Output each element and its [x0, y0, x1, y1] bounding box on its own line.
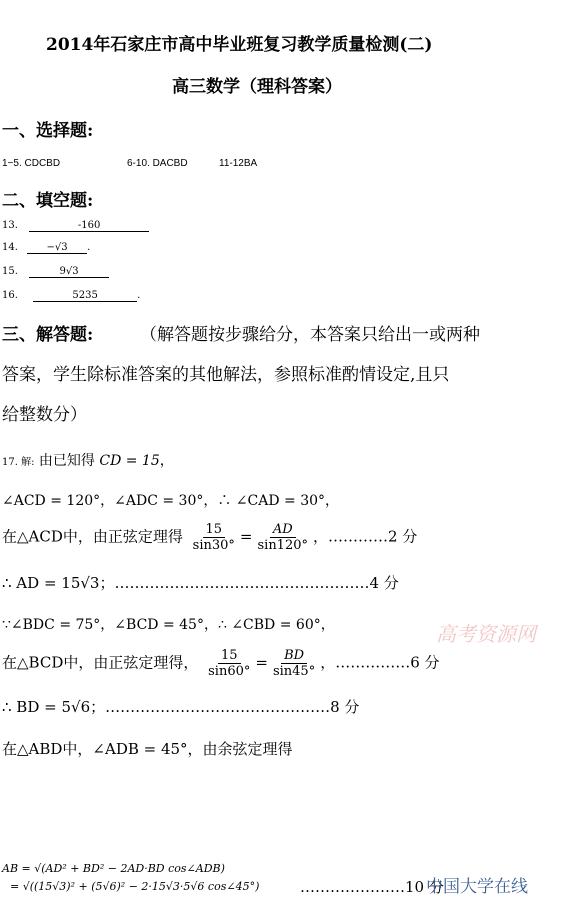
fill-answer: −√3: [27, 242, 87, 254]
fraction-denominator: sin45°: [272, 664, 316, 679]
fill-item-13: [2, 220, 149, 232]
fraction-numerator: 15: [218, 648, 241, 664]
fill-answer: -160: [29, 220, 149, 232]
solution-line-1: [2, 450, 174, 470]
fraction-numerator: 15: [203, 522, 226, 538]
section-heading-solutions: 三、解答题:: [2, 325, 94, 345]
watermark-china-university-online: 中国大学在线: [426, 877, 528, 897]
score-marker-10: …………………10 分: [300, 878, 444, 896]
solution-line-5: ∵∠BDC = 75°，∠BCD = 45°，∴ ∠CBD = 60°，: [2, 617, 335, 633]
solution-line-2: ∠ACD = 120°，∠ADC = 30°，∴ ∠CAD = 30°，: [2, 493, 340, 509]
fill-item-15: [2, 266, 109, 278]
fraction-denominator: sin120°: [257, 538, 308, 553]
solution-line-6: 在△BCD中，由正弦定理得， $\frac{15}{\sin 60^\circ}$ = $\frac{BD}{\sin 45^\circ}$ ，……………6 分: [2, 648, 440, 679]
grading-note-line1: （解答题按步骤给分，本答案只给出一或两种: [140, 325, 480, 345]
solution-text: 在△ACD中，由正弦定理得: [2, 527, 183, 546]
fill-item-16: [2, 290, 140, 302]
solution-text: 在△BCD中，由正弦定理得，: [2, 653, 199, 672]
fraction: [190, 522, 238, 553]
fill-item-number: 14.: [2, 242, 18, 253]
solution-text: 由已知得: [38, 453, 95, 469]
fraction-numerator: BD: [281, 648, 307, 664]
fraction-numerator: AD: [270, 522, 296, 538]
fill-item-number: 16.: [2, 290, 18, 301]
cosine-law-formula-2: = √((15√3)² + (5√6)² − 2·15√3·5√6 cos∠45°): [10, 880, 260, 893]
cosine-law-formula-1: AB = √(AD² + BD² − 2AD·BD cos∠ADB): [2, 862, 225, 875]
document-subtitle: 高三数学（理科答案）: [172, 77, 342, 97]
document-title: 2014年石家庄市高中毕业班复习教学质量检测(二): [46, 35, 433, 55]
fraction: [205, 648, 253, 679]
solution-line-8: 在△ABD中，∠ADB = 45°，由余弦定理得: [2, 740, 293, 758]
fill-item-tail: .: [87, 242, 91, 253]
score-marker: ，…………2 分: [313, 527, 418, 546]
solution-punct: ，: [159, 453, 174, 469]
solution-line-7: ∴ BD = 5√6；………………………………………8 分: [2, 698, 360, 716]
grading-note-line3: 给整数分）: [2, 405, 87, 425]
choice-answers-1-5: 1−5. CDCBD: [2, 158, 61, 169]
fill-item-number: 15.: [2, 266, 18, 277]
solution-line-4: ∴ AD = 15√3；……………………………………………4 分: [2, 574, 399, 592]
solution-equation: CD = 15: [99, 453, 160, 469]
section-heading-fill: 二、填空题:: [2, 191, 94, 211]
fraction-denominator: sin30°: [192, 538, 235, 553]
solution-line-3: 在△ACD中，由正弦定理得 $\frac{15}{\sin 30^\circ}$ = $\frac{AD}{\sin 120^\circ}$ ，…………2 分: [2, 522, 418, 553]
fill-answer: 9√3: [29, 266, 109, 278]
fill-answer: 5235: [33, 290, 137, 302]
section-heading-choice: 一、选择题:: [2, 121, 94, 141]
watermark-gaokao-ziyuan: 高考资源网: [436, 622, 536, 646]
fraction-denominator: sin60°: [208, 664, 251, 679]
fill-item-tail: .: [137, 290, 141, 301]
fraction: [270, 648, 318, 679]
problem-label: 17. 解:: [2, 457, 35, 468]
grading-note-line2: 答案，学生除标准答案的其他解法，参照标准酌情设定,且只: [2, 365, 450, 385]
score-marker: ，……………6 分: [320, 653, 440, 672]
fraction: [254, 522, 311, 553]
fill-item-14: [2, 242, 90, 254]
fill-item-number: 13.: [2, 220, 18, 231]
choice-answers-6-10: 6-10. DACBD: [127, 158, 188, 169]
choice-answers-11-12: 11-12BA: [219, 158, 258, 169]
